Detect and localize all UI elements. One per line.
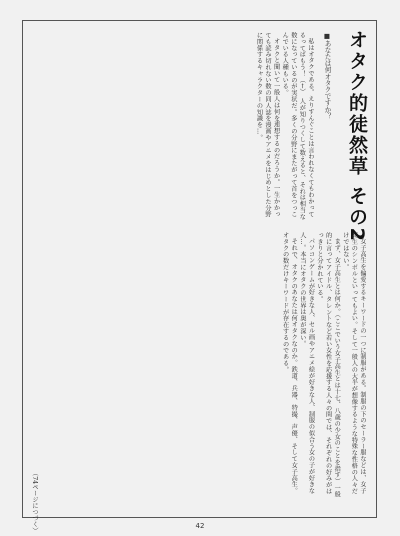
paragraph: 私はオタクである。えりすんぐことは言われなくてもわかってるってばもう！（←） 人が知りつくして数えると、それは相当な数になっているのが実状だ。多くの分野にまたがって首をつっこんでいる人種もいる。 — [281, 32, 314, 220]
article-subtitle: ■あなたは何オタクですか？ — [323, 32, 331, 120]
paragraph: パソコンゲームが好きな人、セル画やアニメ絵が好きな人、制服の似合う女の子が好きな人…。本当にオタクの世界は奥が深い。 — [298, 232, 315, 495]
paragraph: オタクと聞いて一般人は何を連想するのだろうか。一生かかっても読み切れない数の同人誌を漫画やアニメをはじめとした分野に関係するキャラクターの知識を…。 — [255, 32, 280, 218]
top-text-block — [34, 32, 314, 222]
page-number: 42 — [195, 522, 205, 530]
paragraph: それで、オタクのあなたは何オタクなのか。鉄道、兵器、特撮、声優、そして女子高生。オタクの数だけキーワードが存在するのである。 — [281, 232, 298, 495]
paragraph: まず、女子高生とは何か。（ここでいう女子高生とは十七、八歳の少女のことを指す）一般的に言ってアイドル、タレントなど若い女性を応援する人々の間では、それぞれの好みがはっきりと分かれている。 — [316, 232, 341, 498]
paragraph: 女子高生を偏愛するキーワードの一つに制服がある。制服の下のセーラー服などは、女子高生のシンボルといってもよい。そして一般人の大半が想像するような特殊な性格の人々だけではない。 — [341, 232, 366, 495]
article-title: オタク的徒然草 その2 — [346, 30, 368, 243]
bottom-text-block — [44, 232, 366, 500]
continue-note: （74ページにつづく） — [31, 470, 38, 534]
